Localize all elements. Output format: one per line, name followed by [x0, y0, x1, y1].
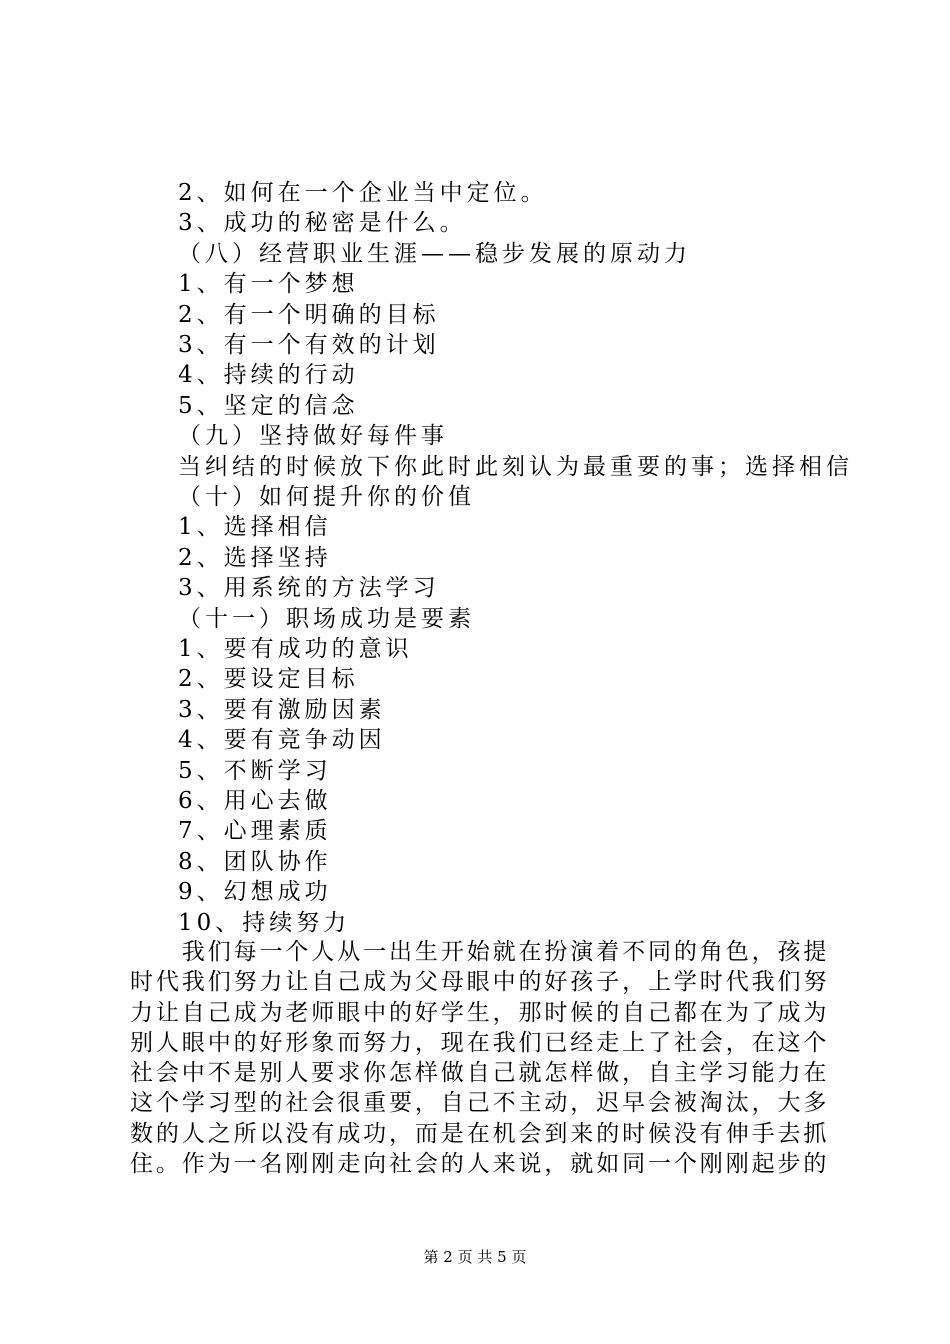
paragraph-line: 我们每一个人从一出生开始就在扮演着不同的角色，孩提 — [130, 939, 830, 965]
text-line: 10、持续努力 — [178, 909, 351, 936]
text-line: （九）坚持做好每件事 — [178, 423, 448, 450]
text-line: 2、要设定目标 — [178, 666, 359, 693]
text-line: 3、要有激励因素 — [178, 696, 386, 723]
text-line: 7、心理素质 — [178, 818, 332, 845]
paragraph-line: 力让自己成为老师眼中的好学生，那时候的自己都在为了成为 — [130, 999, 830, 1026]
text-line: 5、不断学习 — [178, 757, 332, 784]
paragraph-line: 别人眼中的好形象而努力，现在我们已经走上了社会，在这个 — [130, 1029, 830, 1056]
text-line: 6、用心去做 — [178, 788, 332, 814]
text-line: 3、用系统的方法学习 — [178, 575, 440, 602]
text-line: （十）如何提升你的价值 — [178, 484, 475, 510]
text-line: 当纠结的时候放下你此时此刻认为最重要的事；选择相信 — [178, 453, 853, 480]
text-line: 4、持续的行动 — [178, 362, 359, 389]
text-line: 8、团队协作 — [178, 848, 332, 875]
text-line: 9、幻想成功 — [178, 879, 332, 906]
text-line: 5、坚定的信念 — [178, 392, 359, 419]
text-line: 2、选择坚持 — [178, 544, 332, 571]
body-paragraph — [130, 937, 828, 1179]
text-line: 3、有一个有效的计划 — [178, 332, 440, 358]
paragraph-line: 数的人之所以没有成功，而是在机会到来的时候没有伸手去抓 — [130, 1120, 830, 1147]
text-line: 2、如何在一个企业当中定位。 — [178, 180, 548, 206]
text-line: 4、要有竞争动因 — [178, 727, 386, 754]
paragraph-line: 时代我们努力让自己成为父母眼中的好孩子，上学时代我们努 — [130, 969, 830, 996]
text-line: （八）经营职业生涯——稳步发展的原动力 — [178, 240, 691, 267]
text-line: （十一）职场成功是要素 — [178, 605, 475, 632]
page-footer: 第 2 页 共 5 页 — [423, 1248, 527, 1266]
text-line: 1、有一个梦想 — [178, 271, 359, 298]
text-line: 1、选择相信 — [178, 514, 332, 541]
text-line: 2、有一个明确的目标 — [178, 301, 440, 328]
paragraph-line: 这个学习型的社会很重要，自己不主动，迟早会被淘汰，大多 — [130, 1090, 830, 1117]
text-line: 1、要有成功的意识 — [178, 636, 413, 662]
paragraph-line: 住。作为一名刚刚走向社会的人来说，就如同一个刚刚起步的 — [130, 1151, 830, 1178]
paragraph-line: 社会中不是别人要求你怎样做自己就怎样做，自主学习能力在 — [130, 1060, 830, 1087]
text-line: 3、成功的秘密是什么。 — [178, 210, 467, 237]
